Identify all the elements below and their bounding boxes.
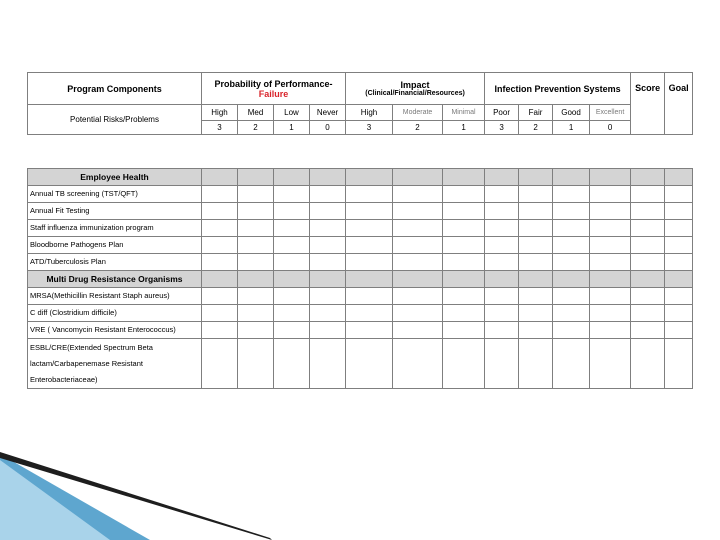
rating-cell[interactable]	[238, 339, 274, 389]
rating-cell[interactable]	[393, 220, 443, 237]
prob-value-med: 2	[238, 121, 274, 135]
section-header-cell	[519, 169, 553, 186]
potential-risks-label: Potential Risks/Problems	[28, 105, 202, 135]
rating-cell[interactable]	[238, 322, 274, 339]
rating-cell[interactable]	[202, 220, 238, 237]
rating-cell[interactable]	[346, 186, 393, 203]
rating-cell[interactable]	[519, 288, 553, 305]
section-title: Multi Drug Resistance Organisms	[28, 271, 202, 288]
section-header-cell	[519, 271, 553, 288]
rating-cell[interactable]	[665, 186, 693, 203]
rating-cell[interactable]	[590, 203, 631, 220]
rating-cell[interactable]	[443, 237, 485, 254]
rating-cell[interactable]	[665, 288, 693, 305]
prob-value-high: 3	[202, 121, 238, 135]
ips-header: Infection Prevention Systems	[485, 73, 631, 105]
table-row	[28, 220, 693, 237]
rating-cell[interactable]	[519, 305, 553, 322]
program-component-label: Staff influenza immunization program	[28, 220, 202, 237]
rating-cell[interactable]	[393, 237, 443, 254]
program-component-label: C diff (Clostridium difficile)	[28, 305, 202, 322]
section-header-cell	[238, 271, 274, 288]
prob-level-med: Med	[238, 105, 274, 121]
rating-cell[interactable]	[238, 305, 274, 322]
rating-cell[interactable]	[238, 186, 274, 203]
section-header-cell	[485, 169, 519, 186]
impact-header	[346, 73, 485, 105]
rating-cell[interactable]	[393, 203, 443, 220]
rating-cell[interactable]	[310, 203, 346, 220]
rating-cell[interactable]	[238, 254, 274, 271]
rating-cell[interactable]	[238, 220, 274, 237]
rating-cell[interactable]	[202, 339, 238, 389]
rating-cell[interactable]	[519, 203, 553, 220]
program-component-label: Bloodborne Pathogens Plan	[28, 237, 202, 254]
rating-cell[interactable]	[631, 322, 665, 339]
section-header-cell	[274, 169, 310, 186]
rating-cell[interactable]	[274, 305, 310, 322]
section-header-cell	[443, 169, 485, 186]
rating-cell[interactable]	[590, 305, 631, 322]
program-component-label: MRSA(Methicillin Resistant Staph aureus)	[28, 288, 202, 305]
program-components-header: Program Components	[28, 73, 202, 105]
probability-title: Probability of Performance-	[214, 78, 333, 89]
rating-cell[interactable]	[553, 237, 590, 254]
table-row	[28, 339, 693, 389]
impact-level-moderate: Moderate	[393, 105, 443, 121]
impact-value-moderate: 2	[393, 121, 443, 135]
rating-cell[interactable]	[393, 339, 443, 389]
risk-assessment-header-table	[27, 72, 693, 135]
rating-cell[interactable]	[202, 237, 238, 254]
rating-cell[interactable]	[310, 254, 346, 271]
rating-cell[interactable]	[202, 288, 238, 305]
rating-cell[interactable]	[393, 288, 443, 305]
section-header-cell	[590, 271, 631, 288]
rating-cell[interactable]	[274, 186, 310, 203]
rating-cell[interactable]	[310, 237, 346, 254]
section-header-cell	[238, 169, 274, 186]
section-header-cell	[310, 169, 346, 186]
rating-cell[interactable]	[631, 339, 665, 389]
rating-cell[interactable]	[443, 220, 485, 237]
rating-cell[interactable]	[485, 220, 519, 237]
rating-cell[interactable]	[553, 305, 590, 322]
table-row	[28, 254, 693, 271]
rating-cell[interactable]	[274, 322, 310, 339]
rating-cell[interactable]	[238, 203, 274, 220]
prob-level-never: Never	[310, 105, 346, 121]
rating-cell[interactable]	[485, 339, 519, 389]
rating-cell[interactable]	[665, 220, 693, 237]
rating-cell[interactable]	[631, 203, 665, 220]
ips-level-excellent: Excellent	[590, 105, 631, 121]
rating-cell[interactable]	[485, 254, 519, 271]
section-header-cell	[665, 169, 693, 186]
ips-level-good: Good	[553, 105, 590, 121]
rating-cell[interactable]	[485, 288, 519, 305]
ips-value-excellent: 0	[590, 121, 631, 135]
program-component-label: Annual Fit Testing	[28, 203, 202, 220]
section-header-cell	[631, 271, 665, 288]
rating-cell[interactable]	[202, 186, 238, 203]
rating-cell[interactable]	[553, 220, 590, 237]
ips-value-fair: 2	[519, 121, 553, 135]
rating-cell[interactable]	[443, 288, 485, 305]
rating-cell[interactable]	[238, 288, 274, 305]
rating-cell[interactable]	[665, 254, 693, 271]
rating-cell[interactable]	[346, 254, 393, 271]
impact-subtitle: (Clinical/Financial/Resources)	[365, 90, 465, 97]
rating-cell[interactable]	[590, 339, 631, 389]
rating-cell[interactable]	[443, 322, 485, 339]
goal-header: Goal	[665, 73, 693, 135]
rating-cell[interactable]	[202, 322, 238, 339]
prob-level-high: High	[202, 105, 238, 121]
rating-cell[interactable]	[274, 237, 310, 254]
prob-value-low: 1	[274, 121, 310, 135]
section-header-cell	[665, 271, 693, 288]
rating-cell[interactable]	[553, 203, 590, 220]
rating-cell[interactable]	[631, 237, 665, 254]
rating-cell[interactable]	[485, 322, 519, 339]
table-row	[28, 288, 693, 305]
rating-cell[interactable]	[590, 288, 631, 305]
rating-cell[interactable]	[274, 203, 310, 220]
table-row	[28, 186, 693, 203]
program-component-label: Annual TB screening (TST/QFT)	[28, 186, 202, 203]
rating-cell[interactable]	[665, 339, 693, 389]
section-header-cell	[485, 271, 519, 288]
section-header-cell	[443, 271, 485, 288]
rating-cell[interactable]	[238, 237, 274, 254]
section-header-cell	[631, 169, 665, 186]
prob-value-never: 0	[310, 121, 346, 135]
rating-cell[interactable]	[443, 186, 485, 203]
rating-cell[interactable]	[443, 254, 485, 271]
ips-value-poor: 3	[485, 121, 519, 135]
rating-cell[interactable]	[519, 237, 553, 254]
rating-cell[interactable]	[485, 305, 519, 322]
rating-cell[interactable]	[393, 186, 443, 203]
rating-cell[interactable]	[346, 237, 393, 254]
rating-cell[interactable]	[553, 186, 590, 203]
section-header-cell	[553, 169, 590, 186]
rating-cell[interactable]	[485, 186, 519, 203]
section-header-cell	[202, 169, 238, 186]
impact-value-minimal: 1	[443, 121, 485, 135]
section-header-cell	[393, 271, 443, 288]
rating-cell[interactable]	[346, 288, 393, 305]
program-components-table	[27, 168, 693, 389]
section-header-row	[28, 169, 693, 186]
table-row	[28, 203, 693, 220]
rating-cell[interactable]	[485, 203, 519, 220]
probability-failure-label: Failure	[258, 88, 289, 99]
program-component-label: ATD/Tuberculosis Plan	[28, 254, 202, 271]
rating-cell[interactable]	[665, 305, 693, 322]
rating-cell[interactable]	[519, 339, 553, 389]
rating-cell[interactable]	[590, 237, 631, 254]
rating-cell[interactable]	[202, 305, 238, 322]
rating-cell[interactable]	[553, 288, 590, 305]
rating-cell[interactable]	[274, 288, 310, 305]
rating-cell[interactable]	[631, 186, 665, 203]
rating-cell[interactable]	[519, 220, 553, 237]
section-header-cell	[346, 271, 393, 288]
table-row	[28, 322, 693, 339]
rating-cell[interactable]	[310, 288, 346, 305]
rating-cell[interactable]	[665, 237, 693, 254]
rating-cell[interactable]	[346, 305, 393, 322]
impact-level-high: High	[346, 105, 393, 121]
rating-cell[interactable]	[443, 339, 485, 389]
rating-cell[interactable]	[393, 254, 443, 271]
section-header-cell	[310, 271, 346, 288]
section-header-row	[28, 271, 693, 288]
rating-cell[interactable]	[590, 220, 631, 237]
slide-corner-decoration	[0, 440, 720, 540]
rating-cell[interactable]	[590, 186, 631, 203]
impact-title: Impact	[400, 80, 430, 90]
section-header-cell	[553, 271, 590, 288]
rating-cell[interactable]	[274, 220, 310, 237]
table-row	[28, 305, 693, 322]
rating-cell[interactable]	[393, 305, 443, 322]
rating-cell[interactable]	[665, 203, 693, 220]
rating-cell[interactable]	[590, 254, 631, 271]
rating-cell[interactable]	[590, 322, 631, 339]
rating-cell[interactable]	[346, 220, 393, 237]
rating-cell[interactable]	[631, 220, 665, 237]
score-header: Score	[631, 73, 665, 135]
probability-header	[202, 73, 346, 105]
rating-cell[interactable]	[553, 322, 590, 339]
rating-cell[interactable]	[310, 186, 346, 203]
rating-cell[interactable]	[443, 203, 485, 220]
section-header-cell	[346, 169, 393, 186]
rating-cell[interactable]	[346, 322, 393, 339]
rating-cell[interactable]	[519, 322, 553, 339]
rating-cell[interactable]	[310, 220, 346, 237]
section-header-cell	[202, 271, 238, 288]
section-header-cell	[393, 169, 443, 186]
rating-cell[interactable]	[346, 203, 393, 220]
section-header-cell	[274, 271, 310, 288]
ips-level-fair: Fair	[519, 105, 553, 121]
rating-cell[interactable]	[346, 339, 393, 389]
rating-cell[interactable]	[274, 339, 310, 389]
rating-cell[interactable]	[202, 203, 238, 220]
impact-value-high: 3	[346, 121, 393, 135]
rating-cell[interactable]	[519, 186, 553, 203]
program-component-label: ESBL/CRE(Extended Spectrum Beta lactam/Carbapenemase Resistant Enterobacteriaceae)	[28, 339, 202, 389]
program-component-label: VRE ( Vancomycin Resistant Enterococcus)	[28, 322, 202, 339]
rating-cell[interactable]	[443, 305, 485, 322]
rating-cell[interactable]	[553, 254, 590, 271]
rating-cell[interactable]	[274, 254, 310, 271]
rating-cell[interactable]	[519, 254, 553, 271]
rating-cell[interactable]	[553, 339, 590, 389]
rating-cell[interactable]	[631, 288, 665, 305]
rating-cell[interactable]	[665, 322, 693, 339]
rating-cell[interactable]	[202, 254, 238, 271]
rating-cell[interactable]	[310, 322, 346, 339]
prob-level-low: Low	[274, 105, 310, 121]
rating-cell[interactable]	[310, 305, 346, 322]
section-title: Employee Health	[28, 169, 202, 186]
impact-level-minimal: Minimal	[443, 105, 485, 121]
rating-cell[interactable]	[485, 237, 519, 254]
rating-cell[interactable]	[393, 322, 443, 339]
ips-level-poor: Poor	[485, 105, 519, 121]
ips-value-good: 1	[553, 121, 590, 135]
rating-cell[interactable]	[631, 254, 665, 271]
table-row	[28, 237, 693, 254]
section-header-cell	[590, 169, 631, 186]
rating-cell[interactable]	[631, 305, 665, 322]
rating-cell[interactable]	[310, 339, 346, 389]
